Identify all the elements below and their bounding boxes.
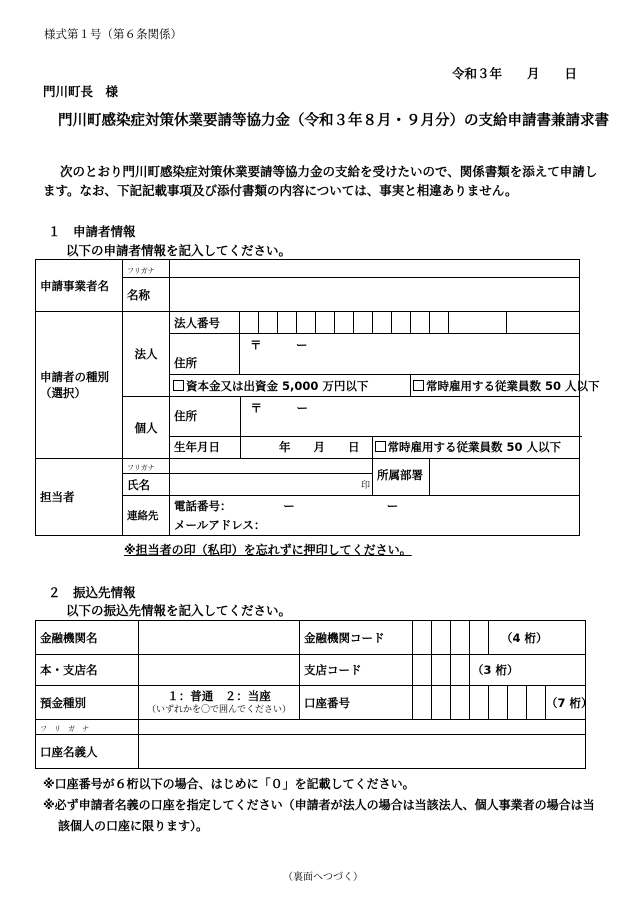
- branch-name-input[interactable]: [139, 655, 300, 686]
- account-number-digit[interactable]: [432, 686, 451, 720]
- corp-number-digit[interactable]: [240, 312, 259, 334]
- account-number-digit-count: （7 桁）: [546, 686, 586, 720]
- business-furigana-label: フリガナ: [123, 260, 170, 278]
- corp-employees-checkbox[interactable]: 常時雇用する従業員数 50 人以下: [411, 375, 580, 397]
- individual-label: 個人: [123, 397, 170, 459]
- bank-code-digit[interactable]: [451, 621, 470, 655]
- document-title: 門川町感染症対策休業要請等協力金（令和３年８月・９月分）の支給申請書兼請求書: [58, 113, 609, 129]
- note-account-owner-2: 該個人の口座に限ります）。: [58, 819, 209, 833]
- birthdate-input[interactable]: 年 月 日: [240, 436, 372, 458]
- corporation-label: 法人: [123, 312, 170, 397]
- note-leading-zero: ※口座番号が６桁以下の場合、はじめに「０」を記載してください。: [43, 777, 415, 791]
- corp-address-input[interactable]: 〒 ー: [240, 334, 580, 375]
- contact-name-label: 氏名: [123, 474, 170, 496]
- email-input[interactable]: メールアドレス：: [170, 516, 580, 536]
- individual-address-label: 住所: [170, 397, 240, 436]
- section1-instruction: 以下の申請者情報を記入してください。: [66, 243, 292, 258]
- checkbox-icon[interactable]: [173, 380, 184, 391]
- individual-inner-table: [170, 397, 582, 458]
- corp-number-digit[interactable]: [411, 312, 430, 334]
- contact-info-label: 連絡先: [123, 496, 170, 536]
- individual-address-input[interactable]: 〒 ー: [240, 397, 582, 436]
- bank-info-table: [35, 620, 593, 769]
- bank-name-input[interactable]: [139, 621, 300, 655]
- deposit-type-label: 預金種別: [36, 686, 139, 720]
- account-number-label: 口座番号: [300, 686, 413, 720]
- contact-name-input[interactable]: [170, 474, 373, 496]
- business-name-label: 申請事業者名: [36, 260, 123, 312]
- business-name-input[interactable]: [170, 278, 580, 312]
- intro-line-2: ます。なお、下記記載事項及び添付書類の内容については、事実と相違ありません。: [43, 183, 518, 198]
- corp-address-label: 住所: [170, 334, 240, 375]
- corp-number-digit[interactable]: [392, 312, 411, 334]
- note-account-owner-1: ※必ず申請者名義の口座を指定してください（申請者が法人の場合は当該法人、個人事業者の場合は当: [43, 798, 595, 812]
- corp-number-digit[interactable]: [449, 312, 507, 334]
- branch-code-digit-count: （3 桁）: [470, 655, 586, 686]
- continued-note: （裏面へつづく）: [283, 872, 363, 883]
- corp-number-digit[interactable]: [335, 312, 354, 334]
- intro-line-1: 次のとおり門川町感染症対策休業要請等協力金の支給を受けたいので、関係書類を添えて申請し: [60, 164, 598, 179]
- applicant-type-label: 申請者の種別 （選択）: [36, 312, 123, 459]
- corp-number-digit[interactable]: [278, 312, 297, 334]
- branch-code-digit[interactable]: [413, 655, 432, 686]
- application-date: 令和３年 月 日: [452, 66, 578, 81]
- seal-mark: 印: [360, 481, 370, 491]
- corp-number-digit[interactable]: [507, 312, 580, 334]
- corp-number-digit[interactable]: [316, 312, 335, 334]
- seal-note: ※担当者の印（私印）を忘れずに押印してください。: [124, 543, 412, 557]
- account-number-digit[interactable]: [527, 686, 546, 720]
- phone-input[interactable]: 電話番号： ー ー: [170, 496, 580, 516]
- account-holder-input[interactable]: [139, 735, 586, 769]
- contact-furigana-input[interactable]: [170, 459, 373, 474]
- branch-code-label: 支店コード: [300, 655, 413, 686]
- section2-heading: ２ 振込先情報: [48, 585, 136, 600]
- corp-number-digit[interactable]: [297, 312, 316, 334]
- contact-furigana-label: フリガナ: [123, 459, 170, 474]
- business-furigana-input[interactable]: [170, 260, 580, 278]
- department-input[interactable]: [430, 459, 580, 496]
- capital-checkbox[interactable]: 資本金又は出資金 5,000 万円以下: [170, 375, 411, 397]
- account-number-digit[interactable]: [470, 686, 489, 720]
- form-number: 様式第１号（第６条関係）: [44, 27, 182, 41]
- corp-number-label: 法人番号: [170, 312, 240, 334]
- business-name-sublabel: 名称: [123, 278, 170, 312]
- account-holder-label: 口座名義人: [36, 735, 139, 769]
- bank-name-label: 金融機関名: [36, 621, 139, 655]
- account-number-digit[interactable]: [413, 686, 432, 720]
- birthdate-label: 生年月日: [170, 436, 240, 458]
- deposit-type-input[interactable]: １：普通 ２：当座 （いずれかを〇で囲んでください）: [139, 686, 300, 720]
- corp-number-digit[interactable]: [373, 312, 392, 334]
- branch-code-digit[interactable]: [451, 655, 470, 686]
- corp-number-digit[interactable]: [430, 312, 449, 334]
- account-number-digit[interactable]: [451, 686, 470, 720]
- branch-name-label: 本・支店名: [36, 655, 139, 686]
- section1-heading: １ 申請者情報: [48, 224, 136, 239]
- bank-code-digit[interactable]: [432, 621, 451, 655]
- addressee: 門川町長 様: [43, 84, 119, 99]
- individual-employees-checkbox[interactable]: 常時雇用する従業員数 50 人以下: [372, 436, 582, 458]
- branch-code-digit[interactable]: [432, 655, 451, 686]
- corp-number-digit[interactable]: [259, 312, 278, 334]
- corp-number-digit[interactable]: [354, 312, 373, 334]
- bank-code-digit[interactable]: [470, 621, 489, 655]
- checkbox-icon[interactable]: [375, 441, 386, 452]
- section2-instruction: 以下の振込先情報を記入してください。: [66, 603, 292, 618]
- account-furigana-input[interactable]: [139, 720, 586, 735]
- bank-code-digit[interactable]: [413, 621, 432, 655]
- bank-code-digit-count: （4 桁）: [489, 621, 586, 655]
- individual-cell: [170, 397, 580, 459]
- bank-code-label: 金融機関コード: [300, 621, 413, 655]
- department-label: 所属部署: [373, 459, 430, 496]
- account-number-digit[interactable]: [489, 686, 508, 720]
- contact-person-label: 担当者: [36, 459, 123, 536]
- account-number-digit[interactable]: [508, 686, 527, 720]
- applicant-info-table: [35, 259, 600, 536]
- account-furigana-label: フ リ ガ ナ: [36, 720, 139, 735]
- checkbox-icon[interactable]: [413, 380, 424, 391]
